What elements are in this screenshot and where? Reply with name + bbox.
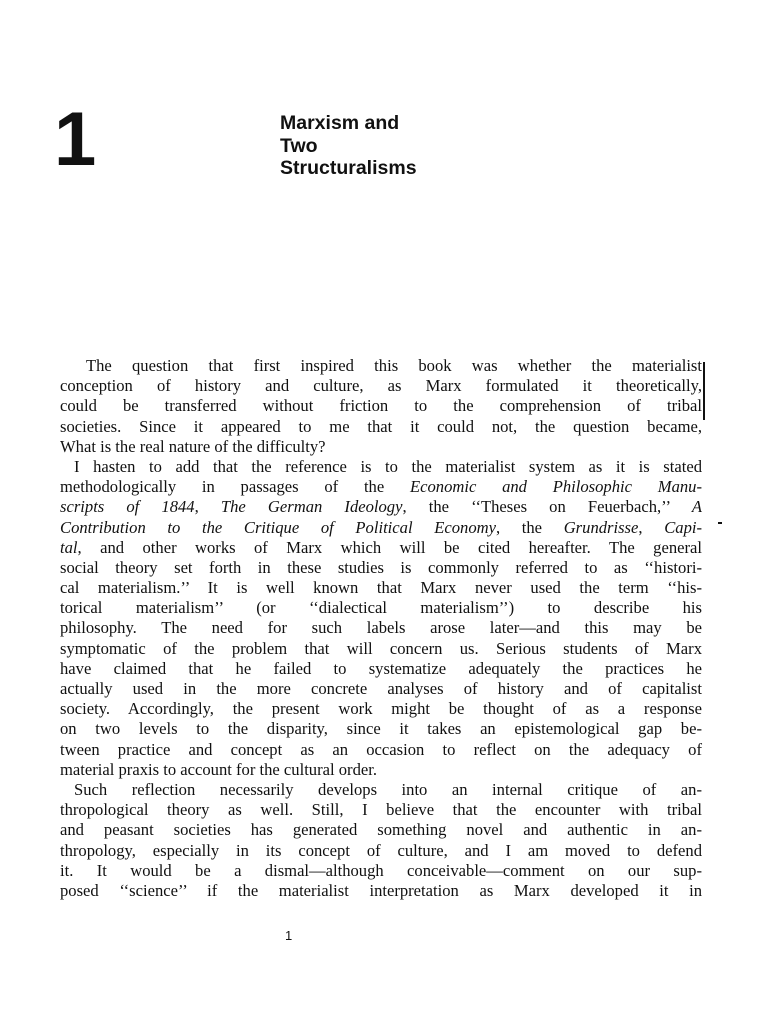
chapter-title (280, 112, 417, 180)
text-line: torical materialism’’ (or ‘‘dialectical materialism’’) to describe his (60, 598, 702, 618)
chapter-number: 1 (54, 97, 95, 182)
text-line: societies. Since it appeared to me that it could not, the question became, (60, 416, 702, 436)
text-line: have claimed that he failed to systematize adequately the practices he (60, 658, 702, 678)
chapter-title-line: Structuralisms (280, 157, 417, 179)
page-number: 1 (285, 928, 293, 943)
text-line: tal, and other works of Marx which will be cited hereafter. The general (60, 537, 702, 557)
scan-edge-mark (703, 362, 705, 420)
text-line: symptomatic of the problem that will concern us. Serious students of Marx (60, 638, 702, 658)
text-line: tween practice and concept as an occasion to reflect on the adequacy of (60, 739, 702, 759)
text-line: Contribution to the Critique of Political Economy, the Grundrisse, Capi- (60, 517, 703, 537)
chapter-title-line: Marxism and (280, 112, 400, 134)
text-line: on two levels to the disparity, since it takes an epistemological gap be- (60, 719, 702, 739)
text-line: The question that first inspired this book was whether the materialist (86, 356, 702, 375)
body-text (60, 356, 702, 901)
text-line: material praxis to account for the cultural order. (60, 759, 377, 779)
text-line: thropological theory as well. Still, I believe that the encounter with tribal (60, 800, 702, 820)
text-line: and peasant societies has generated something novel and authentic in an- (60, 820, 702, 840)
text-line: posed ‘‘science’’ if the materialist interpretation as Marx developed it in (60, 880, 702, 900)
text-line: it. It would be a dismal—although conceivable—comment on our sup- (60, 860, 702, 880)
text-line: methodologically in passages of the Economic and Philosophic Manu- (60, 477, 702, 497)
scan-edge-mark (718, 522, 722, 524)
text-line: thropology, especially in its concept of culture, and I am moved to defend (60, 840, 702, 860)
text-line: society. Accordingly, the present work might be thought of as a response (60, 699, 702, 719)
text-line: social theory set forth in these studies is commonly referred to as ‘‘histori- (60, 557, 702, 577)
text-line: cal materialism.’’ It is well known that Marx never used the term ‘‘his- (60, 578, 702, 598)
text-line: scripts of 1844, The German Ideology, the ‘‘Theses on Feuerbach,’’ A (60, 497, 703, 517)
chapter-title-line: Two (280, 134, 318, 157)
text-line: actually used in the more concrete analyses of history and of capitalist (60, 679, 702, 698)
text-line: could be transferred without friction to the comprehension of tribal (60, 396, 702, 416)
text-line: conception of history and culture, as Marx formulated it theoretically, (60, 376, 702, 396)
text-line: philosophy. The need for such labels arose later—and this may be (60, 618, 702, 638)
text-line: Such reflection necessarily develops into an internal critique of an- (74, 779, 702, 799)
text-line: What is the real nature of the difficulty? (60, 436, 326, 456)
text-line: I hasten to add that the reference is to the materialist system as it is stated (74, 456, 702, 476)
